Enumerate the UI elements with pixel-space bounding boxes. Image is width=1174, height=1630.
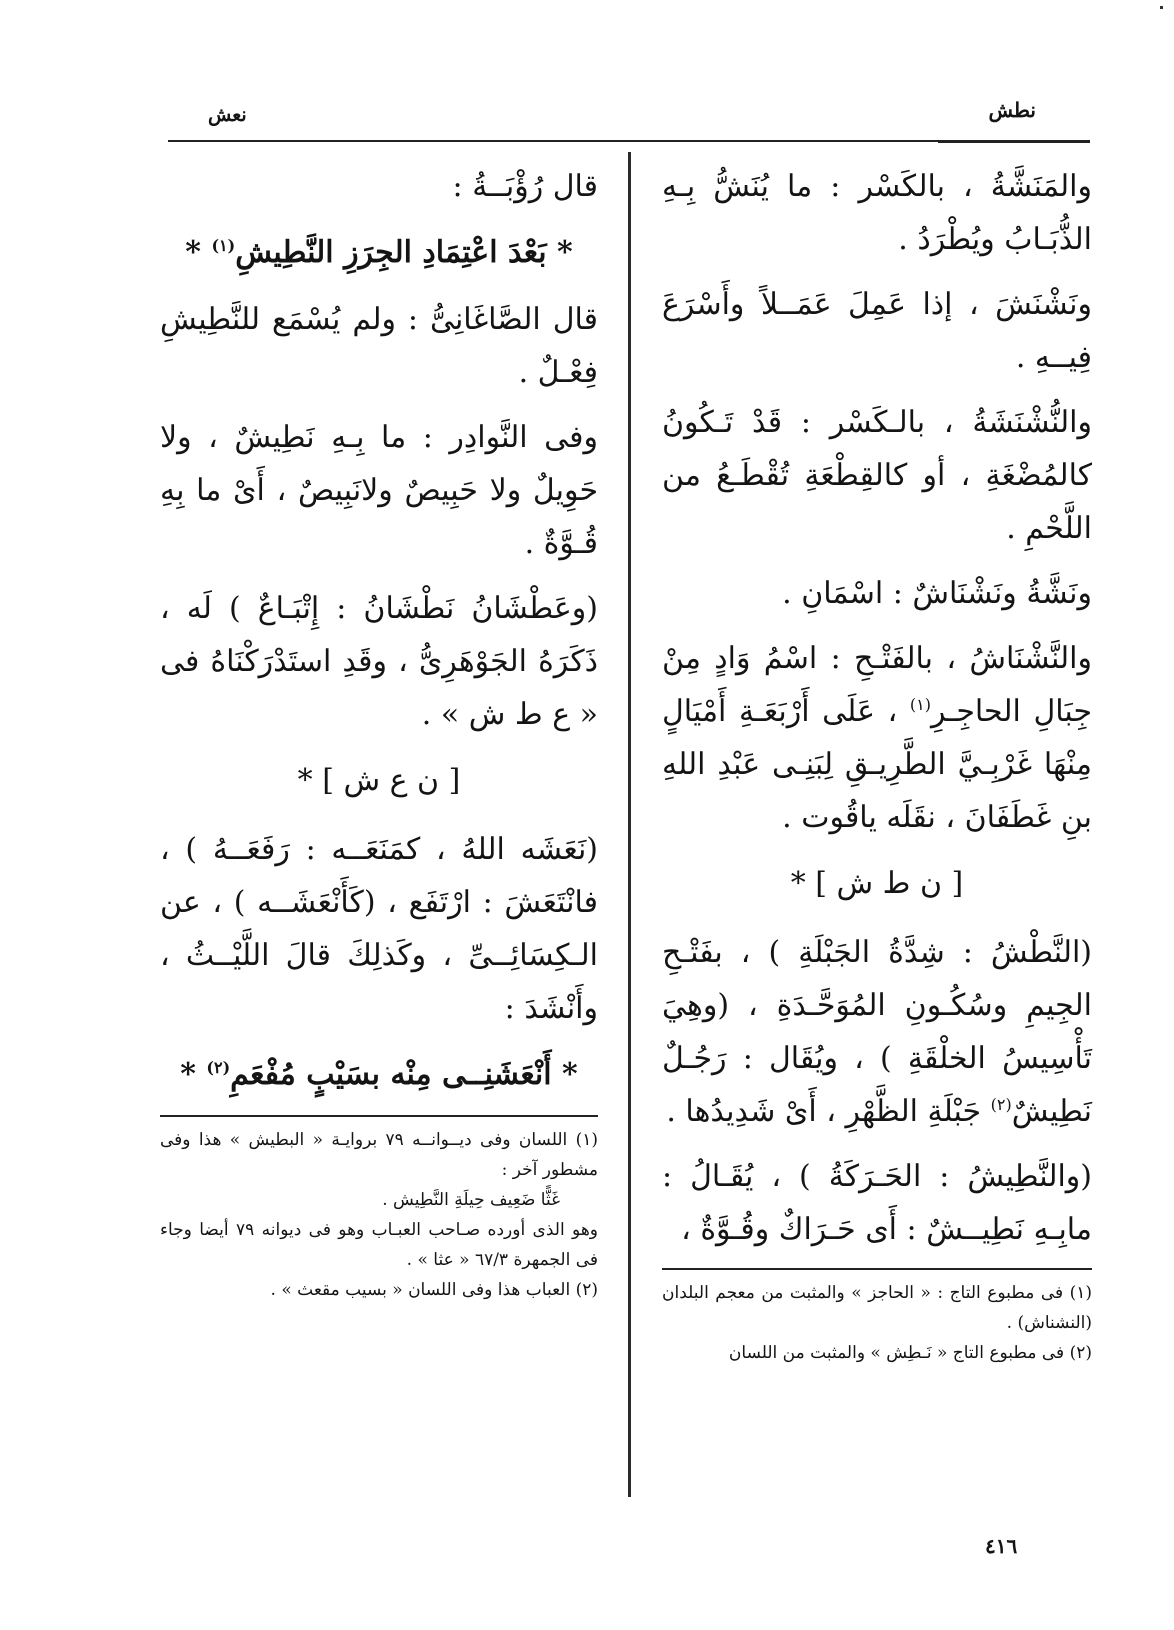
page-number: ٤١٦ [985, 1534, 1018, 1558]
header-rule-accent [938, 140, 1090, 143]
footnote: (١) اللسان وفى ديــوانــه ٧٩ بروايـة « البطيش » هذا وفى مشطور آخر : [160, 1130, 598, 1180]
right-column [662, 160, 1092, 1368]
entry-paragraph: ونَشَّةُ ونَشْنَاشٌ : اسْمَانِ . [782, 576, 1092, 611]
running-head-right: نطش [988, 98, 1036, 122]
verse-end: * [185, 235, 212, 270]
verse-end: * [180, 1057, 207, 1092]
verse-line [160, 225, 598, 281]
root-heading: [ ن ط ش ] * [790, 866, 964, 901]
footnote-verse: غَثًّا ضَعِيف حِيلَةِ النَّطِيش . [382, 1190, 560, 1210]
footnote: وهو الذى أورده صـاحب العبـاب وهو فى ديوانه ٧٩ أيضا وجاء فى الجمهرة ٦٧/٣ « عثا » . [160, 1220, 598, 1270]
entry-paragraph [662, 926, 1092, 1138]
entry-paragraph [662, 632, 1092, 844]
footnote: (١) فى مطبوع التاج : « الحاجز » والمثبت من معجم البلدان (النشناش) . [662, 1283, 1092, 1333]
footnote-marker: (١) [909, 695, 931, 714]
column-divider [628, 152, 631, 1497]
entry-text: جَبْلَةِ الظَّهْرِ ، أَىْ شَدِيدُها . [666, 1094, 991, 1129]
footnote-marker: (١) [211, 236, 236, 255]
footnote: (٢) فى مطبوع التاج « نَـطِش » والمثبت من اللسان [728, 1343, 1092, 1363]
footnote: (٢) العباب هذا وفى اللسان « بسيب مقعث » . [270, 1280, 598, 1300]
entry-paragraph: والمَنَشَّةُ ، بالكَسْر : ما يُنَشُّ بِـهِ الذُّبَـابُ ويُطْرَدُ . [662, 169, 1092, 257]
entry-paragraph: قال رُؤْبَــةُ : [452, 169, 598, 204]
entry-paragraph: قال الصَّاغَانِىُّ : ولم يُسْمَع للنَّطِيشِ فِعْـلٌ . [160, 302, 598, 390]
entry-text: والنَّشْنَاشُ ، بالفَتْـحِ : اسْمُ وَادٍ مِنْ جِبَالِ الحاجِـرِ [662, 641, 1092, 729]
footnote-marker: (٢) [990, 1095, 1012, 1114]
verse-text: * بَعْدَ اعْتِمَادِ الجِرَزِ النَّطِيشِ [235, 235, 573, 270]
entry-paragraph: ونَشْنَشَ ، إذا عَمِلَ عَمَــلاً وأَسْرَعَ فِيــهِ . [662, 287, 1092, 375]
root-heading: [ ن ع ش ] * [297, 763, 461, 798]
verse-text: * أَنْعَشَنِــى مِنْه بسَيْبٍ مُفْعَمِ [230, 1057, 578, 1092]
entry-text: (النَّطْشُ : شِدَّةُ الجَبْلَةِ ) ، بفَتْـحِ الجِيمِ وسُكُـونِ المُوَحَّـدَةِ ، (وهِيَ تَأْسِيسُ الخلْقَةِ ) ، ويُقَال : رَجُـلٌ نَطِيشٌ [662, 935, 1092, 1129]
footnote-separator [160, 1115, 598, 1117]
scan-speck [1160, 6, 1163, 9]
entry-paragraph: (وعَطْشَانُ نَطْشَانُ : إِتْبَـاعٌ ) لَه ، ذَكَرَهُ الجَوْهَرِىُّ ، وقَدِ استَدْرَكْنَاهُ فى « ع ط ش » . [160, 591, 598, 732]
entry-text: ، عَلَى أَرْبَعَـةِ أَمْيَالٍ مِنْهَا غَرْبِـيَّ الطَّرِيـقِ لِبَنِـى عَبْدِ اللهِ بنِ غَطَفَانَ ، نقَلَه ياقُوت . [662, 694, 1092, 835]
entry-paragraph: وفى النَّوادِر : ما بِـهِ نَطِيشٌ ، ولا حَوِيلٌ ولا حَبِيصٌ ولانَبِيصٌ ، أَىْ ما بِهِ قُـوَّةٌ . [160, 420, 598, 561]
verse-line [160, 1047, 598, 1103]
footnote-marker: (٢) [206, 1058, 231, 1077]
footnote-separator [662, 1268, 1092, 1270]
running-head-left: نعش [208, 104, 247, 126]
entry-paragraph: (نَعَشَه اللهُ ، كمَنَعَــه : رَفَعَــهُ ) ، فانْتَعَشَ : ارْتَفَع ، (كَأَنْعَشَــه ) ، عن الـكِسَائِــىِّ ، وكَذلِكَ قالَ اللَّيْــثُ ، وأَنْشَدَ : [160, 832, 598, 1026]
entry-paragraph: والنُّشْنَشَةُ ، بالـكَسْر : قَدْ تَـكُونُ كالمُضْغَةِ ، أو كالقِطْعَةِ تُقْطَـعُ من اللَّحْمِ . [662, 405, 1092, 546]
left-column [160, 160, 598, 1305]
entry-paragraph: (والنَّطِيشُ : الحَـرَكَةُ ) ، يُقَـالُ : مابِـهِ نَطِيــشٌ : أَى حَـرَاكٌ وقُـوَّةٌ ، [662, 1159, 1092, 1247]
